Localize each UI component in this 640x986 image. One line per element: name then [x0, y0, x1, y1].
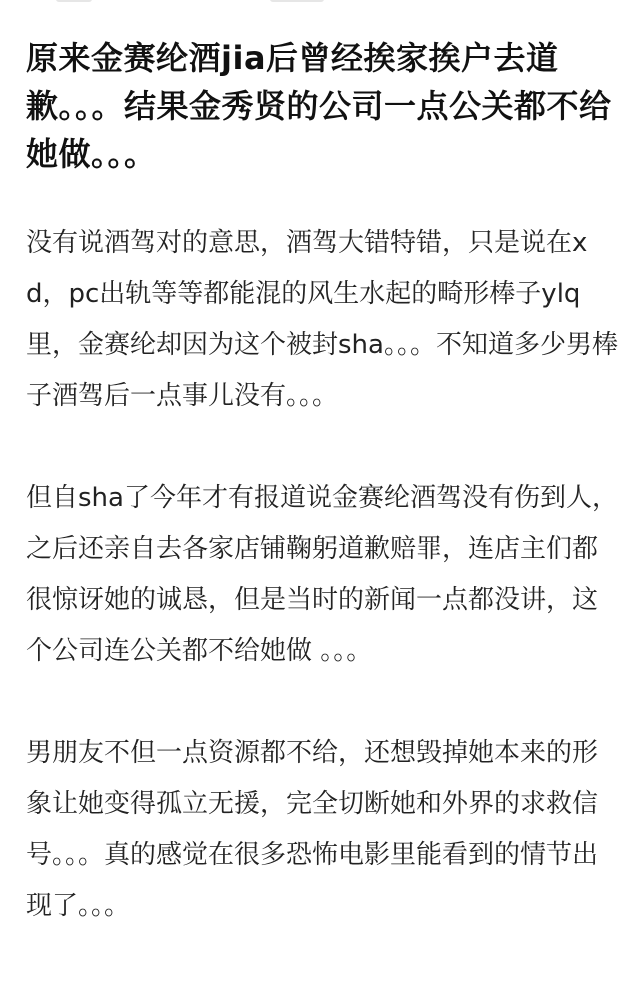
post-paragraph-3: 男朋友不但一点资源都不给，还想毁掉她本来的形象让她变得孤立无援，完全切断她和外界的求救信号。。。真的感觉在很多恐怖电影里能看到的情节出现了。。。 [26, 738, 599, 921]
status-bar-time-fragment [56, 0, 92, 2]
post-title: 原来金赛纶酒jia后曾经挨家挨户去道歉。。。结果金秀贤的公司一点公关都不给她做。。。 [26, 39, 612, 173]
status-bar-title-fragment [270, 0, 324, 2]
post-paragraph-2: 但自sha了今年才有报道说金赛纶酒驾没有伤到人，之后还亲自去各家店铺鞠躬道歉赔罪，连店主们都很惊讶她的诚恳，但是当时的新闻一点都没讲，这个公司连公关都不给她做 。。。 [26, 483, 618, 666]
post-article [26, 34, 622, 932]
status-bar-fragment [0, 0, 640, 6]
post-paragraph-1: 没有说酒驾对的意思，酒驾大错特错，只是说在xd，pc出轨等等都能混的风生水起的畸形棒子ylq里，金赛纶却因为这个被封sha。。。不知道多少男棒子酒驾后一点事儿没有。。。 [26, 228, 618, 411]
